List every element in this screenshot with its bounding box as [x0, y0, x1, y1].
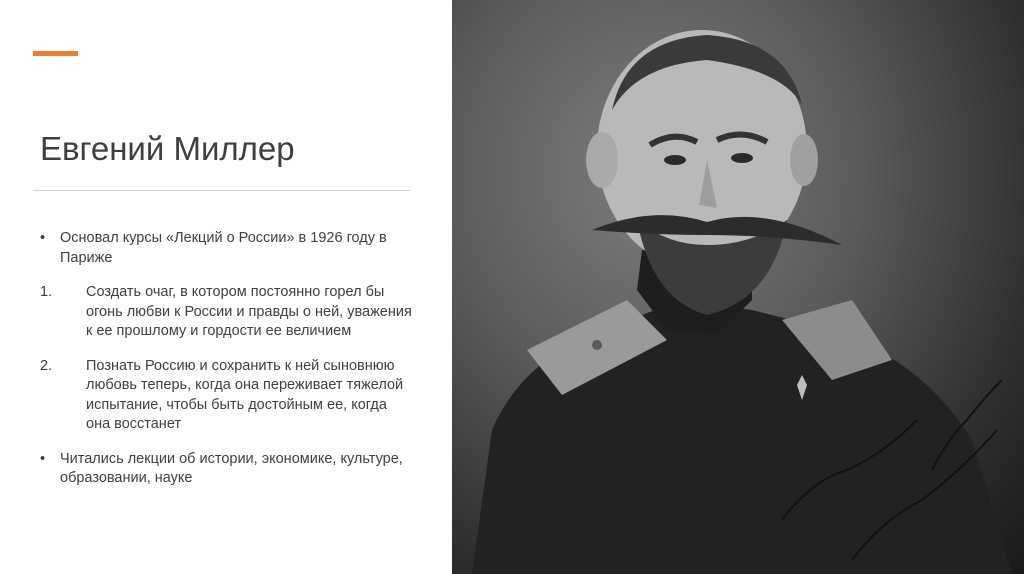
list-item [40, 229, 412, 268]
bullet-marker: • [40, 230, 46, 246]
number-marker: 1. [40, 284, 53, 300]
list-item [40, 357, 412, 435]
accent-bar [33, 51, 78, 56]
list-item [40, 283, 412, 342]
content-list [40, 229, 412, 504]
portrait-illustration [452, 0, 1024, 574]
number-marker: 2. [40, 357, 53, 374]
portrait-photo [452, 0, 1024, 574]
bullet-marker: • [40, 450, 46, 467]
list-item-text: Основал курсы «Лекций о России» в 1926 году в Париже [60, 230, 387, 266]
slide-title: Евгений Миллер [40, 130, 295, 167]
title-divider [33, 190, 410, 191]
list-item-text: Познать Россию и сохранить к ней сыновнюю любовь теперь, когда она переживает тяжелой испытание, чтобы быть достойным ее, когда она восстанет [86, 357, 404, 432]
list-item [40, 450, 412, 489]
list-item-text: Создать очаг, в котором постоянно горел бы огонь любви к России и правды о ней, уважения к ее прошлому и гордости ее величием [86, 284, 412, 339]
list-item-text: Читались лекции об истории, экономике, культуре, образовании, науке [60, 450, 403, 486]
